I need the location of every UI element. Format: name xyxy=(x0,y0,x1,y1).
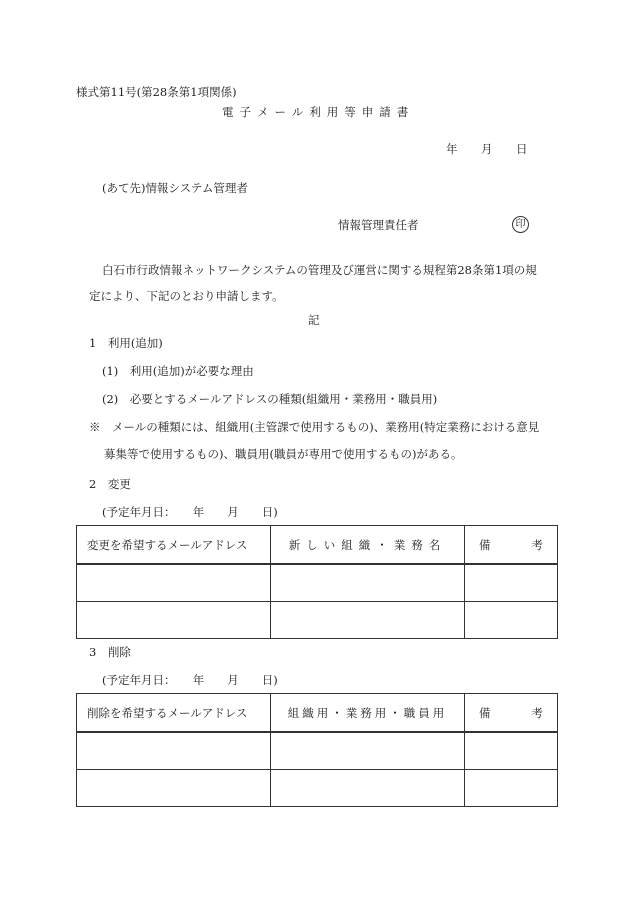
new-org-header: 新しい組織・業務名 xyxy=(271,526,465,565)
date-day: 日 xyxy=(516,142,528,156)
section3-scheduled-date: (予定年月日： 年 月 日) xyxy=(102,673,278,687)
seal-mark xyxy=(512,216,529,233)
body-line-1: 白石市行政情報ネットワークシステムの管理及び運営に関する規程第28条第1項の規 xyxy=(102,263,537,277)
table-cell[interactable] xyxy=(77,770,271,807)
table-cell[interactable] xyxy=(271,602,465,639)
table-cell[interactable] xyxy=(77,602,271,639)
table-row xyxy=(77,770,558,807)
table-cell[interactable] xyxy=(77,564,271,602)
mail-type-header: 組織用・業務用・職員用 xyxy=(271,694,465,733)
seal-icon: 印 xyxy=(512,216,529,233)
document-title: 電子メール利用等申請書 xyxy=(222,105,415,119)
table-cell[interactable] xyxy=(465,564,558,602)
table-header-row xyxy=(77,526,558,565)
table-cell[interactable] xyxy=(271,732,465,770)
section1-heading: 1 利用(追加) xyxy=(89,336,163,350)
remarks-char-1: 備 xyxy=(479,705,491,720)
change-table xyxy=(76,525,558,639)
change-address-header: 変更を希望するメールアドレス xyxy=(77,526,271,565)
remarks-char-2: 考 xyxy=(531,705,543,720)
section1-note-line1: ※ メールの種類には、組織用(主管課で使用するもの)、業務用(特定業務における意見 xyxy=(89,420,540,434)
delete-address-header: 削除を希望するメールアドレス xyxy=(77,694,271,733)
section3-heading: 3 削除 xyxy=(89,645,131,659)
table-cell[interactable] xyxy=(271,770,465,807)
table-cell[interactable] xyxy=(465,602,558,639)
table-cell[interactable] xyxy=(465,770,558,807)
remarks-char-1: 備 xyxy=(479,537,491,552)
section1-note-line2: 募集等で使用するもの)、職員用(職員が専用で使用するもの)がある。 xyxy=(104,447,463,461)
remarks-header xyxy=(465,694,558,733)
section1-item2: (2) 必要とするメールアドレスの種類(組織用・業務用・職員用) xyxy=(102,392,438,406)
table-row xyxy=(77,732,558,770)
addressee: (あて先)情報システム管理者 xyxy=(102,181,248,195)
delete-table xyxy=(76,693,558,807)
remarks-header xyxy=(465,526,558,565)
table-cell[interactable] xyxy=(271,564,465,602)
table-cell[interactable] xyxy=(77,732,271,770)
table-header-row xyxy=(77,694,558,733)
section2-scheduled-date: (予定年月日： 年 月 日) xyxy=(102,505,278,519)
table-cell[interactable] xyxy=(465,732,558,770)
section2-heading: 2 変更 xyxy=(89,477,131,491)
table-row xyxy=(77,602,558,639)
body-line-2: 定により、下記のとおり申請します。 xyxy=(89,289,284,303)
remarks-char-2: 考 xyxy=(531,537,543,552)
applicant-label: 情報管理責任者 xyxy=(338,218,419,232)
date-year: 年 xyxy=(446,142,458,156)
section1-item1: (1) 利用(追加)が必要な理由 xyxy=(102,364,254,378)
date-month: 月 xyxy=(481,142,493,156)
table-row xyxy=(77,564,558,602)
form-number: 様式第11号(第28条第1項関係) xyxy=(76,85,237,99)
ki-heading: 記 xyxy=(308,313,320,327)
